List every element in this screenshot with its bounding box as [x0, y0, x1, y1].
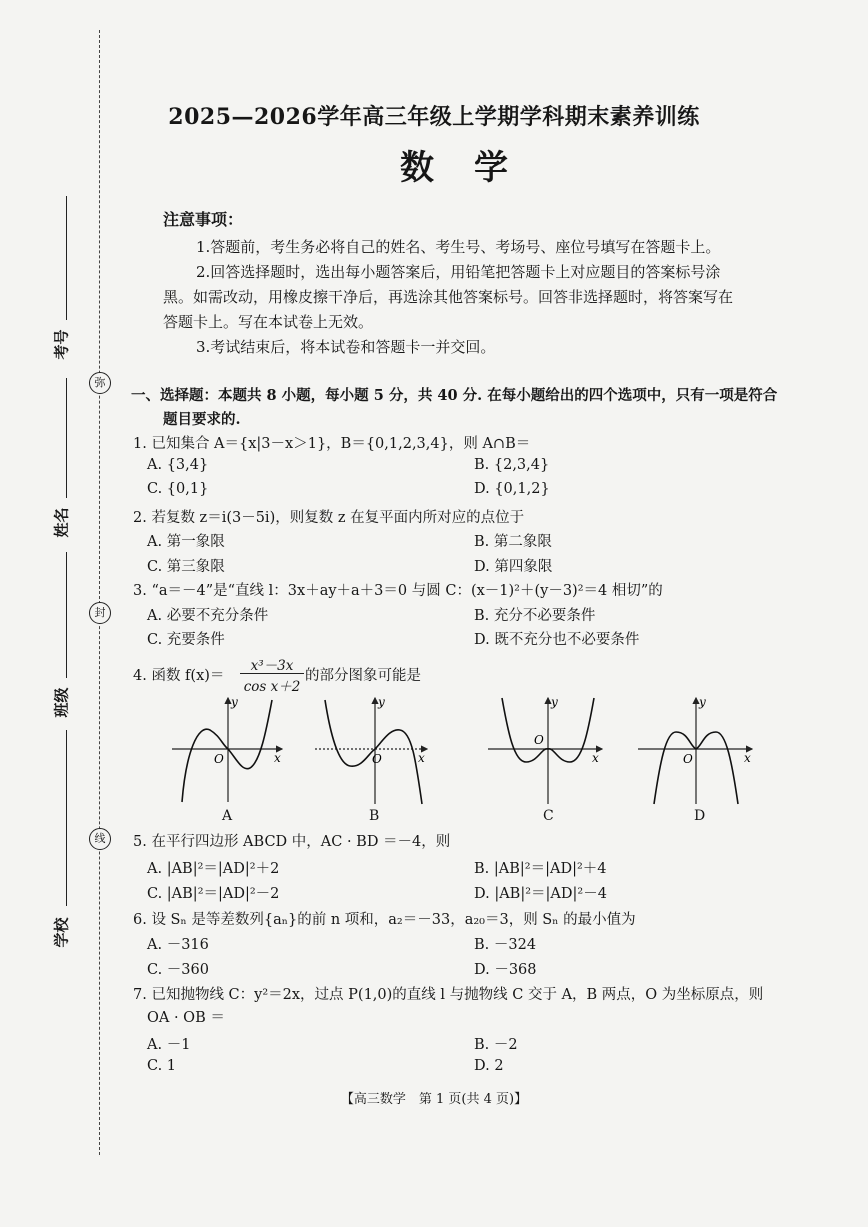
q5-option-b: B. |AB|²＝|AD|²＋4 — [474, 861, 607, 877]
q1-stem: 1. 已知集合 A＝{x|3－x＞1}，B＝{0,1,2,3,4}，则 A∩B＝ — [133, 436, 531, 452]
q5-stem: 5. 在平行四边形 ABCD 中，AC · BD ＝－4，则 — [133, 834, 451, 850]
graph-a — [172, 695, 282, 802]
q4-stem-suffix: 的部分图象可能是 — [305, 668, 421, 684]
svg-text:O: O — [534, 733, 544, 747]
name-label: 姓名 — [52, 507, 71, 538]
q2-option-b: B. 第二象限 — [474, 534, 552, 550]
name-blank — [66, 378, 67, 498]
subject-title: 数学 — [400, 148, 548, 188]
class-label: 班级 — [52, 687, 71, 718]
q3-option-d: D. 既不充分也不必要条件 — [474, 632, 640, 648]
q7-stem-line-1: 7. 已知抛物线 C：y²＝2x，过点 P(1,0)的直线 l 与抛物线 C 交于 A，B 两点，O 为坐标原点，则 — [133, 987, 764, 1003]
q4-fraction-numerator: x³－3x — [250, 658, 294, 674]
figure-label-b: B — [369, 808, 380, 824]
binding-dashed-line — [99, 30, 100, 1155]
q1-option-d: D. {0,1,2} — [474, 481, 550, 497]
figure-label-c: C — [543, 808, 554, 824]
seal-mark-feng: 封 — [89, 602, 111, 624]
school-blank — [66, 730, 67, 906]
notes-heading: 注意事项： — [163, 210, 244, 229]
svg-text:y: y — [551, 695, 558, 709]
figure-label-a: A — [222, 808, 233, 824]
q6-option-c: C. －360 — [147, 962, 209, 978]
q5-option-a: A. |AB|²＝|AD|²＋2 — [147, 861, 280, 877]
q2-stem: 2. 若复数 z＝i(3－5i)，则复数 z 在复平面内所对应的点位于 — [133, 510, 525, 526]
q1-option-c: C. {0,1} — [147, 481, 209, 497]
q6-option-a: A. －316 — [147, 937, 209, 953]
q4-stem-prefix: 4. 函数 f(x)＝ — [133, 668, 225, 684]
section-heading-line-2: 题目要求的. — [163, 411, 241, 428]
svg-text:O: O — [683, 752, 693, 766]
seal-mark-mi: 弥 — [89, 372, 111, 394]
svg-text:O: O — [372, 752, 382, 766]
q2-option-d: D. 第四象限 — [474, 559, 553, 575]
note-2-line-3: 答题卡上。写在本试卷上无效。 — [163, 313, 374, 331]
q3-option-b: B. 充分不必要条件 — [474, 608, 596, 624]
q6-stem: 6. 设 Sₙ 是等差数列{aₙ}的前 n 项和，a₂＝－33，a₂₀＝3，则 Sₙ 的最小值为 — [133, 912, 636, 928]
q4-fraction-bar — [240, 673, 304, 674]
graph-a-origin: O — [214, 752, 224, 766]
q6-option-b: B. －324 — [474, 937, 537, 953]
graph-b — [315, 695, 427, 804]
exam-number-blank — [66, 196, 67, 320]
svg-text:x: x — [744, 751, 751, 765]
q3-option-c: C. 充要条件 — [147, 632, 225, 648]
q7-option-b: B. －2 — [474, 1037, 518, 1053]
note-2-line-2: 黑。如需改动，用橡皮擦干净后，再选涂其他答案标号。回答非选择题时，将答案写在 — [163, 288, 734, 306]
note-3: 3.考试结束后，将本试卷和答题卡一并交回。 — [196, 338, 496, 356]
q3-stem: 3. “a＝－4”是“直线 l：3x＋ay＋a＋3＝0 与圆 C：(x－1)²＋(y－3)²＝4 相切”的 — [133, 583, 663, 599]
q7-stem-line-2: OA · OB ＝ — [147, 1010, 225, 1026]
svg-text:x: x — [418, 751, 425, 765]
graph-c — [488, 695, 602, 804]
q7-option-c: C. 1 — [147, 1058, 177, 1074]
q2-option-c: C. 第三象限 — [147, 559, 225, 575]
svg-text:x: x — [592, 751, 599, 765]
page-footer: 【高三数学 第 1 页(共 4 页)】 — [340, 1092, 528, 1107]
note-1: 1.答题前，考生务必将自己的姓名、考生号、考场号、座位号填写在答题卡上。 — [196, 238, 721, 256]
q5-option-d: D. |AB|²＝|AD|²－4 — [474, 886, 607, 902]
school-label: 学校 — [52, 917, 71, 948]
q2-option-a: A. 第一象限 — [147, 534, 225, 550]
svg-text:y: y — [378, 695, 385, 709]
figure-label-d: D — [694, 808, 706, 824]
q4-graph-figures — [150, 692, 780, 827]
q1-option-a: A. {3,4} — [147, 457, 209, 473]
note-2-line-1: 2.回答选择题时，选出每小题答案后，用铅笔把答题卡上对应题目的答案标号涂 — [196, 263, 721, 281]
q7-option-a: A. －1 — [147, 1037, 191, 1053]
svg-text:y: y — [699, 695, 706, 709]
graph-d — [638, 695, 752, 804]
graph-a-y-label: y — [231, 695, 238, 709]
exam-title: 2025—2026学年高三年级上学期学科期末素养训练 — [168, 104, 700, 130]
q7-option-d: D. 2 — [474, 1058, 504, 1074]
q3-option-a: A. 必要不充分条件 — [147, 608, 269, 624]
q1-option-b: B. {2,3,4} — [474, 457, 550, 473]
seal-mark-xian: 线 — [89, 828, 111, 850]
exam-number-label: 考号 — [52, 329, 71, 360]
q6-option-d: D. －368 — [474, 962, 537, 978]
q5-option-c: C. |AB|²＝|AD|²－2 — [147, 886, 280, 902]
section-heading-line-1: 一、选择题：本题共 8 小题，每小题 5 分，共 40 分. 在每小题给出的四个选项中，只有一项是符合 — [131, 387, 778, 404]
class-blank — [66, 552, 67, 678]
graph-a-x-label: x — [274, 751, 281, 765]
q4-fraction-denominator: cos x＋2 — [243, 679, 301, 695]
